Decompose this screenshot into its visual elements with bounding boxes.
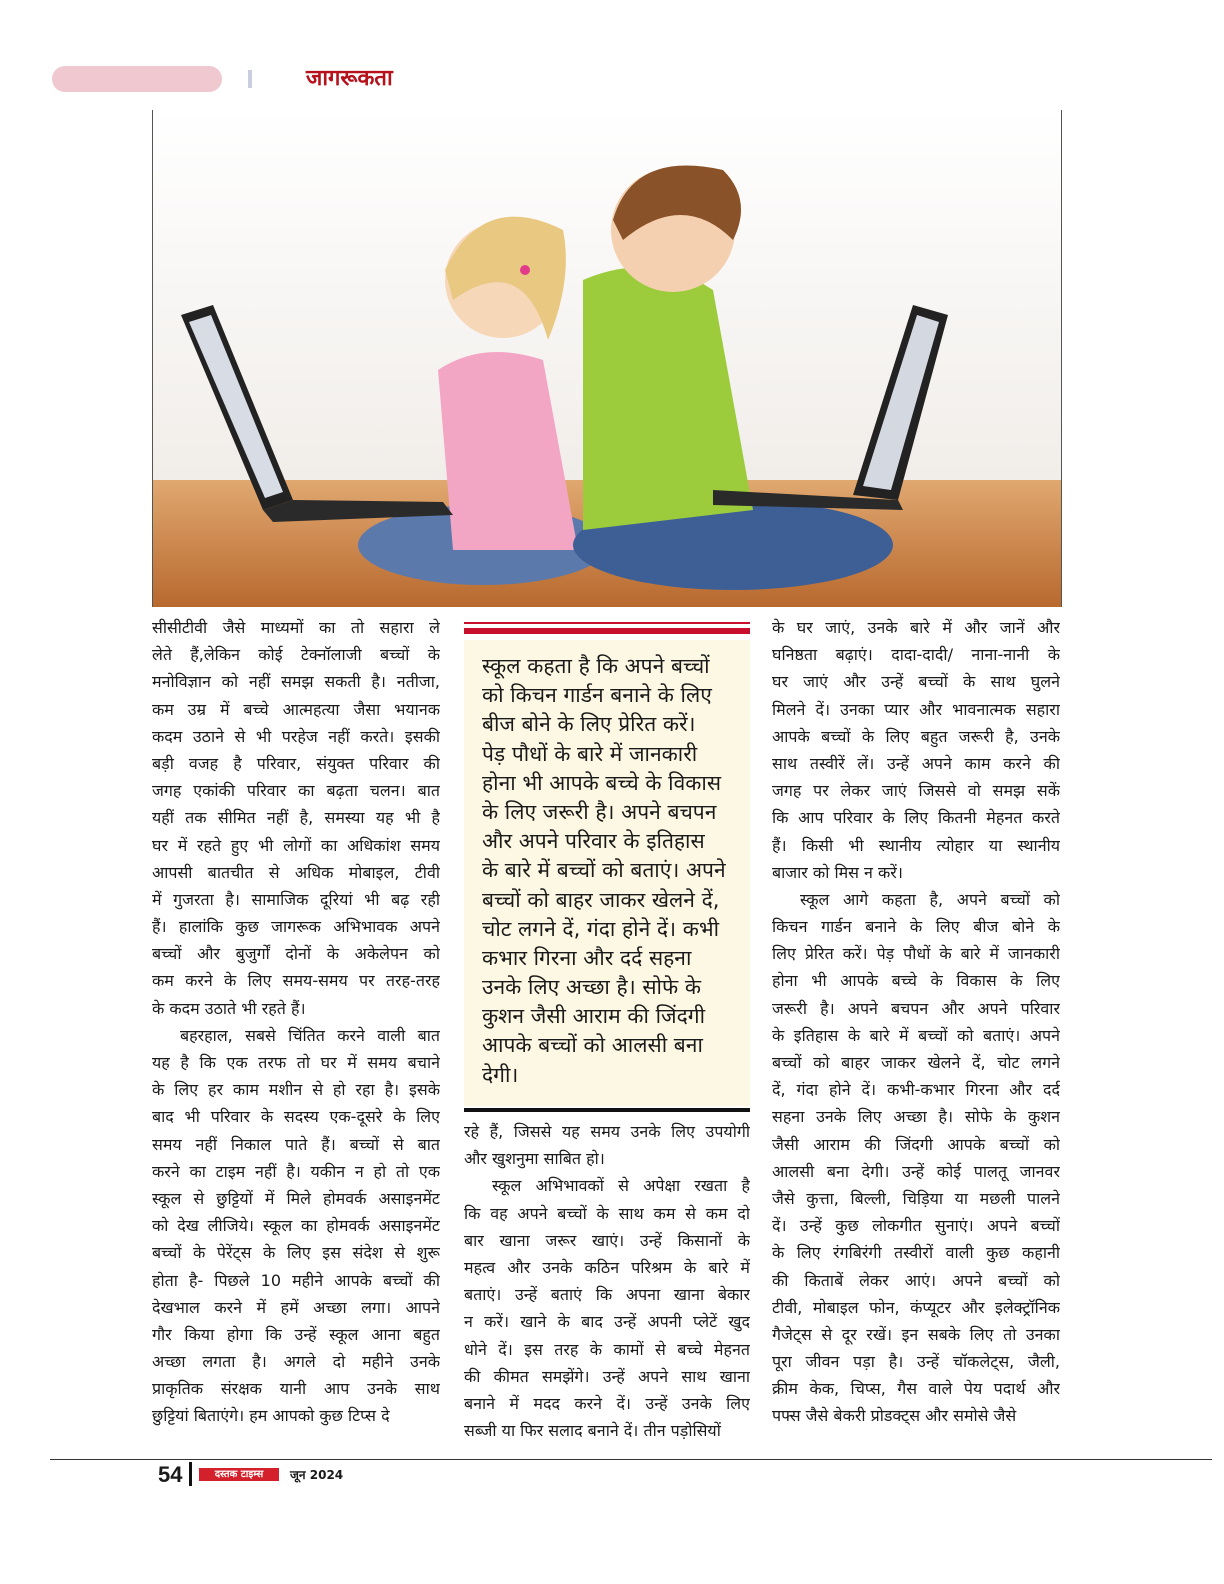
article-photo <box>152 110 1062 607</box>
quote-line: उनके लिए अच्छा है। सोफे के <box>482 975 701 1000</box>
article-line: सहना उनके लिए अच्छा है। सोफे के कुशन <box>772 1107 1060 1127</box>
article-line: कम उम्र में बच्चे आत्महत्या जैसा भयानक <box>152 699 440 719</box>
article-line: न करें। खाने के बाद उन्हें अपनी प्लेटें खुद <box>464 1312 750 1332</box>
article-line: टीवी, मोबाइल फोन, कंप्यूटर और इलेक्ट्रॉनिक <box>772 1297 1060 1317</box>
article-line: लेते हैं,लेकिन कोई टेक्नॉलाजी बच्चों के <box>152 645 440 665</box>
article-line: बड़ी वजह है परिवार, संयुक्त परिवार की <box>152 753 440 773</box>
pull-quote <box>464 622 750 1114</box>
article-line: बार खाना जरूर खाएं। उन्हें किसानों के <box>464 1230 750 1250</box>
article-line: हैं। किसी भी स्थानीय त्योहार या स्थानीय <box>772 835 1060 855</box>
article-line: गौर किया होगा कि उन्हें स्कूल आना बहुत <box>152 1324 440 1344</box>
article-line: प्राकृतिक संरक्षक यानी आप उनके साथ <box>152 1379 440 1399</box>
article-line: बाजार को मिस न करें। <box>772 862 903 882</box>
article-line: स्कूल से छुट्टियों में मिले होमवर्क असाइनमेंट <box>152 1188 440 1208</box>
article-line: पफ्स जैसे बेकरी प्रोडक्ट्स और समोसे जैसे <box>772 1406 1017 1426</box>
article-line: पूरा जीवन पड़ा है। उन्हें चॉकलेट्स, जैली, <box>772 1352 1060 1372</box>
article-line: दें, गंदा होने दें। कभी-कभार गिरना और दर्द <box>772 1080 1060 1100</box>
article-column-3 <box>772 614 1060 1430</box>
article-line: कि वह अपने बच्चों के साथ कम से कम दो <box>464 1203 750 1223</box>
issue-date: जून 2024 <box>290 1468 344 1482</box>
article-line: धोने दें। इस तरह के कामों से बच्चे मेहनत <box>464 1339 750 1359</box>
article-line: बताएं। उन्हें बताएं कि अपना खाना बेकार <box>464 1285 750 1305</box>
footer-rule <box>50 1459 1212 1460</box>
quote-line: पेड़ पौधों के बारे में जानकारी <box>482 741 698 766</box>
article-line: साथ तस्वीरें लें। उन्हें अपने काम करने की <box>772 753 1060 773</box>
quote-line: कुशन जैसी आराम की जिंदगी <box>482 1004 706 1029</box>
article-line: स्कूल अभिभावकों से अपेक्षा रखता है <box>492 1176 750 1196</box>
article-line: आलसी बना देगी। उन्हें कोई पालतू जानवर <box>772 1161 1060 1181</box>
quote-line: के बारे में बच्चों को बताएं। अपने <box>482 858 726 883</box>
article-line: घर में रहते हुए भी लोगों का अधिकांश समय <box>152 835 440 855</box>
magazine-logo: दस्तक टाइम्स <box>199 1468 279 1481</box>
article-line: जरूरी है। अपने बचपन और अपने परिवार <box>772 998 1060 1018</box>
article-line: होता है- पिछले 10 महीने आपके बच्चों की <box>152 1270 440 1290</box>
article-line: बच्चों के पेरेंट्स के लिए इस संदेश से शुरू <box>152 1243 440 1263</box>
article-line: की किताबें लेकर आएं। अपने बच्चों को <box>772 1270 1060 1290</box>
article-line: रहे हैं, जिससे यह समय उनके लिए उपयोगी <box>464 1122 750 1141</box>
article-line: जगह पर लेकर जाएं जिससे वो समझ सकें <box>772 781 1060 801</box>
article-line: के घर जाएं, उनके बारे में और जानें और <box>772 618 1060 637</box>
article-line: गैजेट्स से दूर रखें। इन सबके लिए तो उनका <box>772 1324 1060 1344</box>
article-line: बहरहाल, सबसे चिंतित करने वाली बात <box>180 1025 440 1045</box>
quote-line: बीज बोने के लिए प्रेरित करें। <box>482 712 696 737</box>
quote-line: को किचन गार्डन बनाने के लिए <box>482 683 712 708</box>
quote-line: होना भी आपके बच्चे के विकास <box>482 770 722 795</box>
article-line: आपसी बातचीत से अधिक मोबाइल, टीवी <box>152 862 440 882</box>
quote-line: और अपने परिवार के इतिहास <box>482 829 705 854</box>
article-line: जैसे कुत्ता, बिल्ली, चिड़िया या मछली पालने <box>772 1188 1060 1208</box>
quote-line: आपके बच्चों को आलसी बना <box>482 1033 703 1058</box>
quote-text <box>482 652 738 1090</box>
page-number: 54 <box>158 1462 183 1487</box>
section-pill <box>52 66 222 92</box>
section-title: जागरूकता <box>306 66 393 91</box>
article-line: सीसीटीवी जैसे माध्यमों का तो सहारा ले <box>152 618 440 637</box>
quote-rule-thin <box>464 622 750 624</box>
article-column-2 <box>464 1118 750 1444</box>
article-line: करने का टाइम नहीं है। यकीन न हो तो एक <box>152 1161 440 1181</box>
quote-line: के लिए जरूरी है। अपने बचपन <box>482 799 717 824</box>
article-line: बनाने में मदद करने दें। उन्हें उनके लिए <box>464 1393 750 1413</box>
footer-divider <box>189 1462 192 1486</box>
article-line: क्रीम केक, चिप्स, गैस वाले पेय पदार्थ और <box>772 1379 1060 1399</box>
article-line: कि आप परिवार के लिए कितनी मेहनत करते <box>772 808 1060 828</box>
article-line: की कीमत समझेंगे। उन्हें अपने साथ खाना <box>464 1366 750 1386</box>
article-line: महत्व और उनके कठिन परिश्रम के बारे में <box>464 1257 750 1277</box>
article-line: को देख लीजिये। स्कूल का होमवर्क असाइनमेंट <box>152 1216 440 1236</box>
quote-line: चोट लगने दें, गंदा होने दें। कभी <box>482 916 720 941</box>
article-line: यहीं तक सीमित नहीं है, समस्या यह भी है <box>152 808 440 828</box>
article-line: जगह एकांकी परिवार का बढ़ता चलन। बात <box>152 781 440 801</box>
quote-rule-bottom <box>464 1108 750 1112</box>
article-line: मनोविज्ञान को नहीं समझ सकती है। नतीजा, <box>152 672 440 692</box>
header-divider <box>248 70 252 88</box>
article-line: स्कूल आगे कहता है, अपने बच्चों को <box>800 889 1060 909</box>
article-line: हैं। हालांकि कुछ जागरूक अभिभावक अपने <box>152 917 440 937</box>
article-line: घर जाएं और उन्हें बच्चों के साथ घुलने <box>772 672 1060 692</box>
article-line: आपके बच्चों के लिए बहुत जरूरी है, उनके <box>772 726 1060 746</box>
article-line: घनिष्ठता बढ़ाएं। दादा-दादी/ नाना-नानी के <box>772 645 1060 665</box>
article-line: में गुजरता है। सामाजिक दूरियां भी बढ़ रही <box>152 889 440 909</box>
article-line: लिए प्रेरित करें। पेड़ पौधों के बारे में जानकारी <box>772 944 1060 964</box>
article-line: किचन गार्डन बनाने के लिए बीज बोने के <box>772 917 1060 937</box>
article-line: मिलने दें। उनका प्यार और भावनात्मक सहारा <box>772 699 1060 719</box>
article-line: समय नहीं निकाल पाते हैं। बच्चों से बात <box>152 1134 440 1154</box>
article-line: के लिए रंगबिरंगी तस्वीरों वाली कुछ कहानी <box>772 1243 1060 1263</box>
article-line: होना भी आपके बच्चे के विकास के लिए <box>772 971 1060 991</box>
article-line: जैसी आराम की जिंदगी आपके बच्चों को <box>772 1134 1060 1154</box>
article-line: बच्चों और बुजुर्गों दोनों के अकेलेपन को <box>152 944 440 964</box>
quote-line: बच्चों को बाहर जाकर खेलने दें, <box>482 887 720 912</box>
article-column-1 <box>152 614 440 1430</box>
quote-line: स्कूल कहता है कि अपने बच्चों <box>482 654 710 678</box>
article-line: देखभाल करने में हमें अच्छा लगा। आपने <box>152 1297 440 1317</box>
article-line: बच्चों को बाहर जाकर खेलने दें, चोट लगने <box>772 1053 1060 1072</box>
article-line: और खुशनुमा साबित हो। <box>464 1149 605 1169</box>
article-line: दें। उन्हें कुछ लोकगीत सुनाएं। अपने बच्चों <box>772 1216 1060 1236</box>
quote-rule-thick <box>464 628 750 634</box>
article-line: के इतिहास के बारे में बच्चों को बताएं। अपने <box>772 1025 1060 1045</box>
article-line: यह है कि एक तरफ तो घर में समय बचाने <box>152 1053 440 1072</box>
article-line: के कदम उठाते भी रहते हैं। <box>152 998 306 1018</box>
article-line: कदम उठाने से भी परहेज नहीं करते। इसकी <box>152 726 440 746</box>
article-line: बाद भी परिवार के सदस्य एक-दूसरे के लिए <box>152 1107 440 1127</box>
article-line: सब्जी या फिर सलाद बनाने दें। तीन पड़ोसियों <box>464 1421 721 1441</box>
article-line: अच्छा लगता है। अगले दो महीने उनके <box>152 1352 440 1372</box>
quote-line: कभार गिरना और दर्द सहना <box>482 945 692 970</box>
article-line: छुट्टियां बिताएंगे। हम आपको कुछ टिप्स दे <box>152 1406 390 1426</box>
article-line: कम करने के लिए समय-समय पर तरह-तरह <box>152 971 440 991</box>
article-line: के लिए हर काम मशीन से हो रहा है। इसके <box>152 1080 440 1100</box>
quote-line: देगी। <box>482 1062 519 1087</box>
